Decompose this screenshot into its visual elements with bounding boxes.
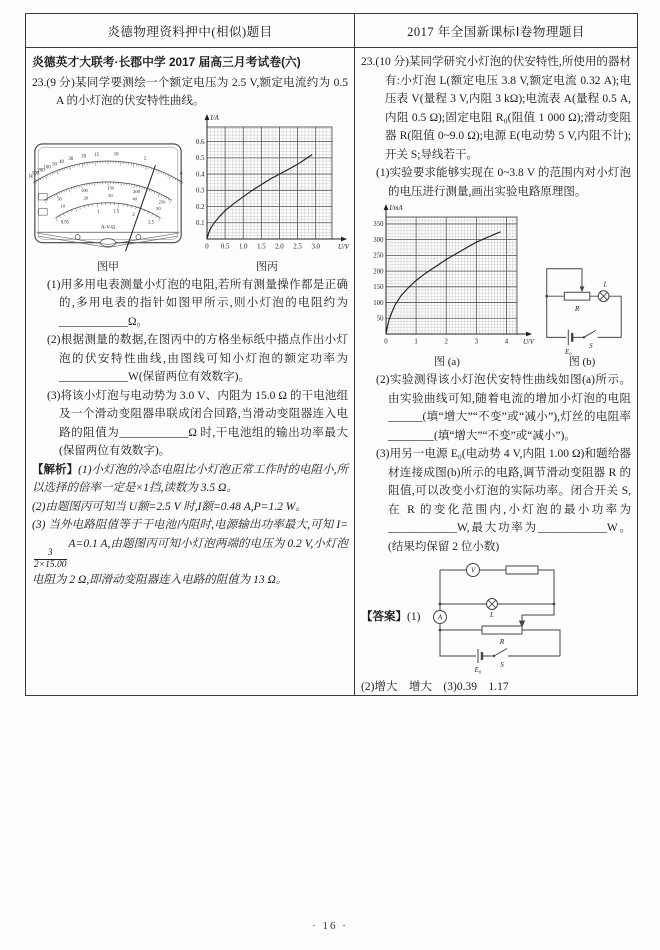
analysis-paragraph-3 bbox=[32, 516, 348, 589]
answer-rheostat bbox=[482, 626, 522, 634]
svg-text:50: 50 bbox=[57, 196, 62, 202]
svg-text:300: 300 bbox=[373, 236, 384, 244]
answer-node-lamp-left bbox=[439, 603, 442, 606]
answer-node-rheostat-left bbox=[439, 629, 442, 632]
iv-chart-a bbox=[361, 204, 533, 355]
svg-text:3: 3 bbox=[474, 338, 479, 346]
circuit-b-lamp-label: L bbox=[603, 281, 608, 289]
svg-text:2.5: 2.5 bbox=[293, 243, 302, 250]
svg-text:10: 10 bbox=[60, 202, 66, 208]
right-column bbox=[354, 48, 637, 695]
question-part-2-right: (2)实验测得该小灯泡伏安特性曲线如图(a)所示。由实验曲线可知,随着电流的增加小灯泡的电阻______(填“增大”“不变”或“减小”),灯丝的电阻率________(填“增大”“不变”或“减小”)。 bbox=[376, 374, 631, 442]
table-body-row bbox=[26, 48, 637, 695]
right-figure-row bbox=[361, 204, 631, 369]
circuit-b-switch-label: S bbox=[589, 343, 593, 351]
svg-text:4: 4 bbox=[504, 338, 509, 346]
answer-fixed-resistor bbox=[506, 566, 538, 574]
svg-text:20: 20 bbox=[83, 194, 89, 200]
circuit-b-rheostat bbox=[564, 292, 589, 300]
svg-text:200: 200 bbox=[133, 188, 140, 194]
answer-slider-arrow bbox=[520, 615, 525, 627]
svg-text:I/A: I/A bbox=[210, 114, 219, 122]
svg-text:40: 40 bbox=[132, 196, 137, 202]
answer-rest-line: (2)增大 增大 (3)0.39 1.17 bbox=[361, 681, 509, 693]
svg-text:U/V: U/V bbox=[523, 339, 534, 346]
svg-text:A-V-Ω: A-V-Ω bbox=[100, 223, 116, 230]
answer-row bbox=[361, 558, 631, 676]
svg-text:1.0: 1.0 bbox=[238, 243, 248, 250]
svg-text:0.5: 0.5 bbox=[196, 154, 205, 162]
meter-adjuster-knob bbox=[100, 238, 115, 246]
svg-text:0.5: 0.5 bbox=[220, 243, 230, 250]
svg-text:500: 500 bbox=[31, 171, 39, 177]
answer-battery-label: E₀ bbox=[475, 666, 482, 674]
fraction-denominator: 2×15.00 bbox=[34, 559, 67, 570]
svg-text:1.5: 1.5 bbox=[113, 209, 119, 215]
svg-text:2: 2 bbox=[444, 338, 448, 346]
analysis-text-3-prefix: (3) 当外电路阻值等于干电池内阻时,电源输出功率最大,可知 I= bbox=[32, 519, 348, 531]
circuit-b-switch-blade bbox=[584, 330, 596, 337]
svg-text:150: 150 bbox=[107, 185, 114, 190]
comparison-table bbox=[25, 13, 638, 696]
circuit-b-wires bbox=[547, 269, 621, 338]
multimeter-dial-illustration bbox=[28, 138, 184, 260]
analysis-text-1: (1)小灯泡的冷态电阻比小灯泡正常工作时的电阻小,所以选择的倍率一定是×1挡,读数为 3.5 Ω。 bbox=[32, 463, 348, 494]
svg-text:0: 0 bbox=[180, 171, 183, 177]
circuit-b-rheostat-label: R bbox=[574, 303, 580, 313]
analysis-text-3-suffix: A=0.1 A,由题图丙可知小灯泡两端的电压为 0.2 V,小灯泡电阻为 2 Ω,即滑动变阻器连入电路的阻值为 13 Ω。 bbox=[32, 537, 348, 586]
chart-bing-caption: 图丙 bbox=[256, 260, 278, 273]
svg-text:15: 15 bbox=[94, 152, 99, 158]
multimeter-figure bbox=[28, 138, 184, 274]
svg-text:30: 30 bbox=[108, 192, 113, 198]
svg-text:50: 50 bbox=[52, 161, 57, 167]
svg-text:I/mA: I/mA bbox=[389, 205, 403, 212]
circuit-b-battery-label: E₀ bbox=[564, 349, 572, 356]
left-figure-row bbox=[28, 114, 349, 274]
svg-text:100: 100 bbox=[43, 165, 51, 171]
exam-title: 炎德英才大联考·长郡中学 2017 届高三月考试卷(六) bbox=[32, 55, 301, 69]
svg-text:0.3: 0.3 bbox=[196, 187, 205, 195]
svg-text:2.5: 2.5 bbox=[148, 219, 155, 225]
svg-text:0.4: 0.4 bbox=[196, 170, 205, 178]
svg-text:30: 30 bbox=[68, 156, 74, 162]
answer-circuit-diagram bbox=[420, 558, 572, 676]
fraction-numerator: 3 bbox=[34, 548, 67, 560]
fraction bbox=[34, 548, 67, 571]
svg-text:100: 100 bbox=[373, 299, 384, 307]
table-header-left: 炎德物理资料押中(相似)题目 bbox=[107, 24, 273, 39]
left-column bbox=[26, 48, 354, 695]
analysis-paragraph-2: (2)由题图丙可知当 U额=2.5 V 时,I额=0.48 A,P=1.2 W。 bbox=[32, 500, 307, 513]
svg-text:1k: 1k bbox=[28, 174, 33, 180]
question-part-3-right: (3)用另一电源 E₀(电动势 4 V,内阻 1.00 Ω)和题给器材连接成图(b)所示的电路,调节滑动变阻器 R 的阻值,可以改变小灯泡的实际功率。闭合开关 S,在 R 的变化范围内,小灯泡的最小功率为____________W,最大功率为____________W。(结果均保留 2 位小数) bbox=[376, 448, 631, 553]
svg-text:0: 0 bbox=[205, 243, 209, 250]
svg-text:2: 2 bbox=[132, 212, 135, 218]
svg-text:50: 50 bbox=[156, 205, 161, 211]
page-number: · 16 · bbox=[312, 920, 348, 932]
answer-switch-label: S bbox=[500, 661, 505, 669]
circuit-b-figure bbox=[533, 255, 631, 369]
svg-text:U/V: U/V bbox=[338, 243, 349, 251]
question-part-1-right: (1)实验要求能够实现在 0~3.8 V 的范围内对小灯泡的电压进行测量,画出实验电路原理图。 bbox=[376, 167, 631, 198]
answer-label-group bbox=[361, 608, 420, 627]
multimeter-caption: 图甲 bbox=[97, 260, 119, 273]
answer-label: 【答案】 bbox=[361, 610, 407, 623]
svg-text:150: 150 bbox=[373, 284, 384, 292]
table-header-right: 2017 年全国新课标Ⅰ卷物理题目 bbox=[354, 14, 637, 47]
svg-text:1.5: 1.5 bbox=[257, 243, 266, 250]
svg-text:0.6: 0.6 bbox=[196, 138, 205, 146]
circuit-b-slider-arrow bbox=[580, 286, 585, 292]
answer-switch-blade bbox=[494, 649, 507, 657]
svg-text:200: 200 bbox=[37, 167, 45, 173]
answer-ammeter-label: A bbox=[438, 613, 443, 622]
svg-text:3.0: 3.0 bbox=[311, 243, 320, 250]
question-part-3-left: (3)将该小灯泡与电动势为 3.0 V、内阻为 15.0 Ω 的干电池组及一个滑动变阻器串联成闭合回路,当滑动变阻器连入电路的阻值为____________Ω 时,干电池组的输出功率最大(保留两位有效数字)。 bbox=[47, 389, 348, 457]
svg-text:350: 350 bbox=[373, 221, 384, 229]
svg-text:250: 250 bbox=[373, 252, 384, 260]
svg-text:5: 5 bbox=[143, 156, 147, 162]
answer-rheostat-label: R bbox=[500, 637, 505, 646]
svg-text:10: 10 bbox=[113, 151, 119, 157]
question-intro-left: 23.(9 分)某同学要测绘一个额定电压为 2.5 V,额定电流约为 0.5 A 的小灯泡的伏安特性曲线。 bbox=[32, 76, 348, 107]
table-header-row bbox=[26, 14, 637, 48]
circuit-b-caption: 图 (b) bbox=[568, 356, 596, 368]
iv-chart-bing-figure bbox=[186, 114, 348, 274]
iv-chart-bing bbox=[186, 114, 348, 260]
iv-chart-a-figure bbox=[361, 204, 533, 369]
question-intro-right: 23.(10 分)某同学研究小灯泡的伏安特性,所使用的器材有:小灯泡 L(额定电压 3.8 V,额定电流 0.32 A);电压表 V(量程 3 V,内阻 3 kΩ);电流表 A(量程 0.5 A,内阻 0.5 Ω);固定电阻 R₀(阻值 1 000 Ω);滑动变阻器 R(阻值 0~9.0 Ω);电源 E(电动势 5 V,内阻不计);开关 S;导线若干。 bbox=[361, 56, 631, 161]
svg-text:0.05: 0.05 bbox=[60, 219, 70, 225]
svg-text:200: 200 bbox=[373, 268, 384, 276]
svg-text:0: 0 bbox=[384, 338, 388, 346]
analysis-paragraph-1 bbox=[32, 461, 348, 498]
answer-node-lamp-right bbox=[553, 603, 556, 606]
analysis-label: 【解析】 bbox=[32, 463, 79, 476]
svg-text:50: 50 bbox=[376, 315, 384, 323]
svg-text:2.0: 2.0 bbox=[275, 243, 284, 250]
svg-text:100: 100 bbox=[80, 187, 88, 193]
svg-text:40: 40 bbox=[59, 159, 64, 165]
svg-text:0.1: 0.1 bbox=[196, 219, 205, 227]
question-part-1-left: (1)用多用电表测量小灯泡的电阻,若所有测量操作都是正确的,多用电表的指针如图甲所示,则小灯泡的电阻约为____________Ω。 bbox=[47, 278, 348, 328]
chart-a-caption: 图 (a) bbox=[434, 356, 460, 368]
answer-part1-number: (1) bbox=[407, 610, 421, 623]
question-part-2-left: (2)根据测量的数据,在图丙中的方格坐标纸中描点作出小灯泡的伏安特性曲线,由图线可知小灯泡的额定功率为____________W(保留两位有效数字)。 bbox=[47, 334, 348, 383]
svg-text:1: 1 bbox=[96, 209, 100, 215]
svg-text:0.2: 0.2 bbox=[196, 203, 205, 211]
answer-lamp-label: L bbox=[490, 611, 495, 619]
svg-text:20: 20 bbox=[81, 153, 86, 159]
circuit-b-junction-dot bbox=[545, 295, 548, 298]
svg-text:1: 1 bbox=[414, 338, 418, 346]
circuit-b-diagram bbox=[533, 255, 631, 355]
svg-text:250: 250 bbox=[158, 198, 166, 204]
answer-voltmeter-label: V bbox=[471, 566, 476, 575]
